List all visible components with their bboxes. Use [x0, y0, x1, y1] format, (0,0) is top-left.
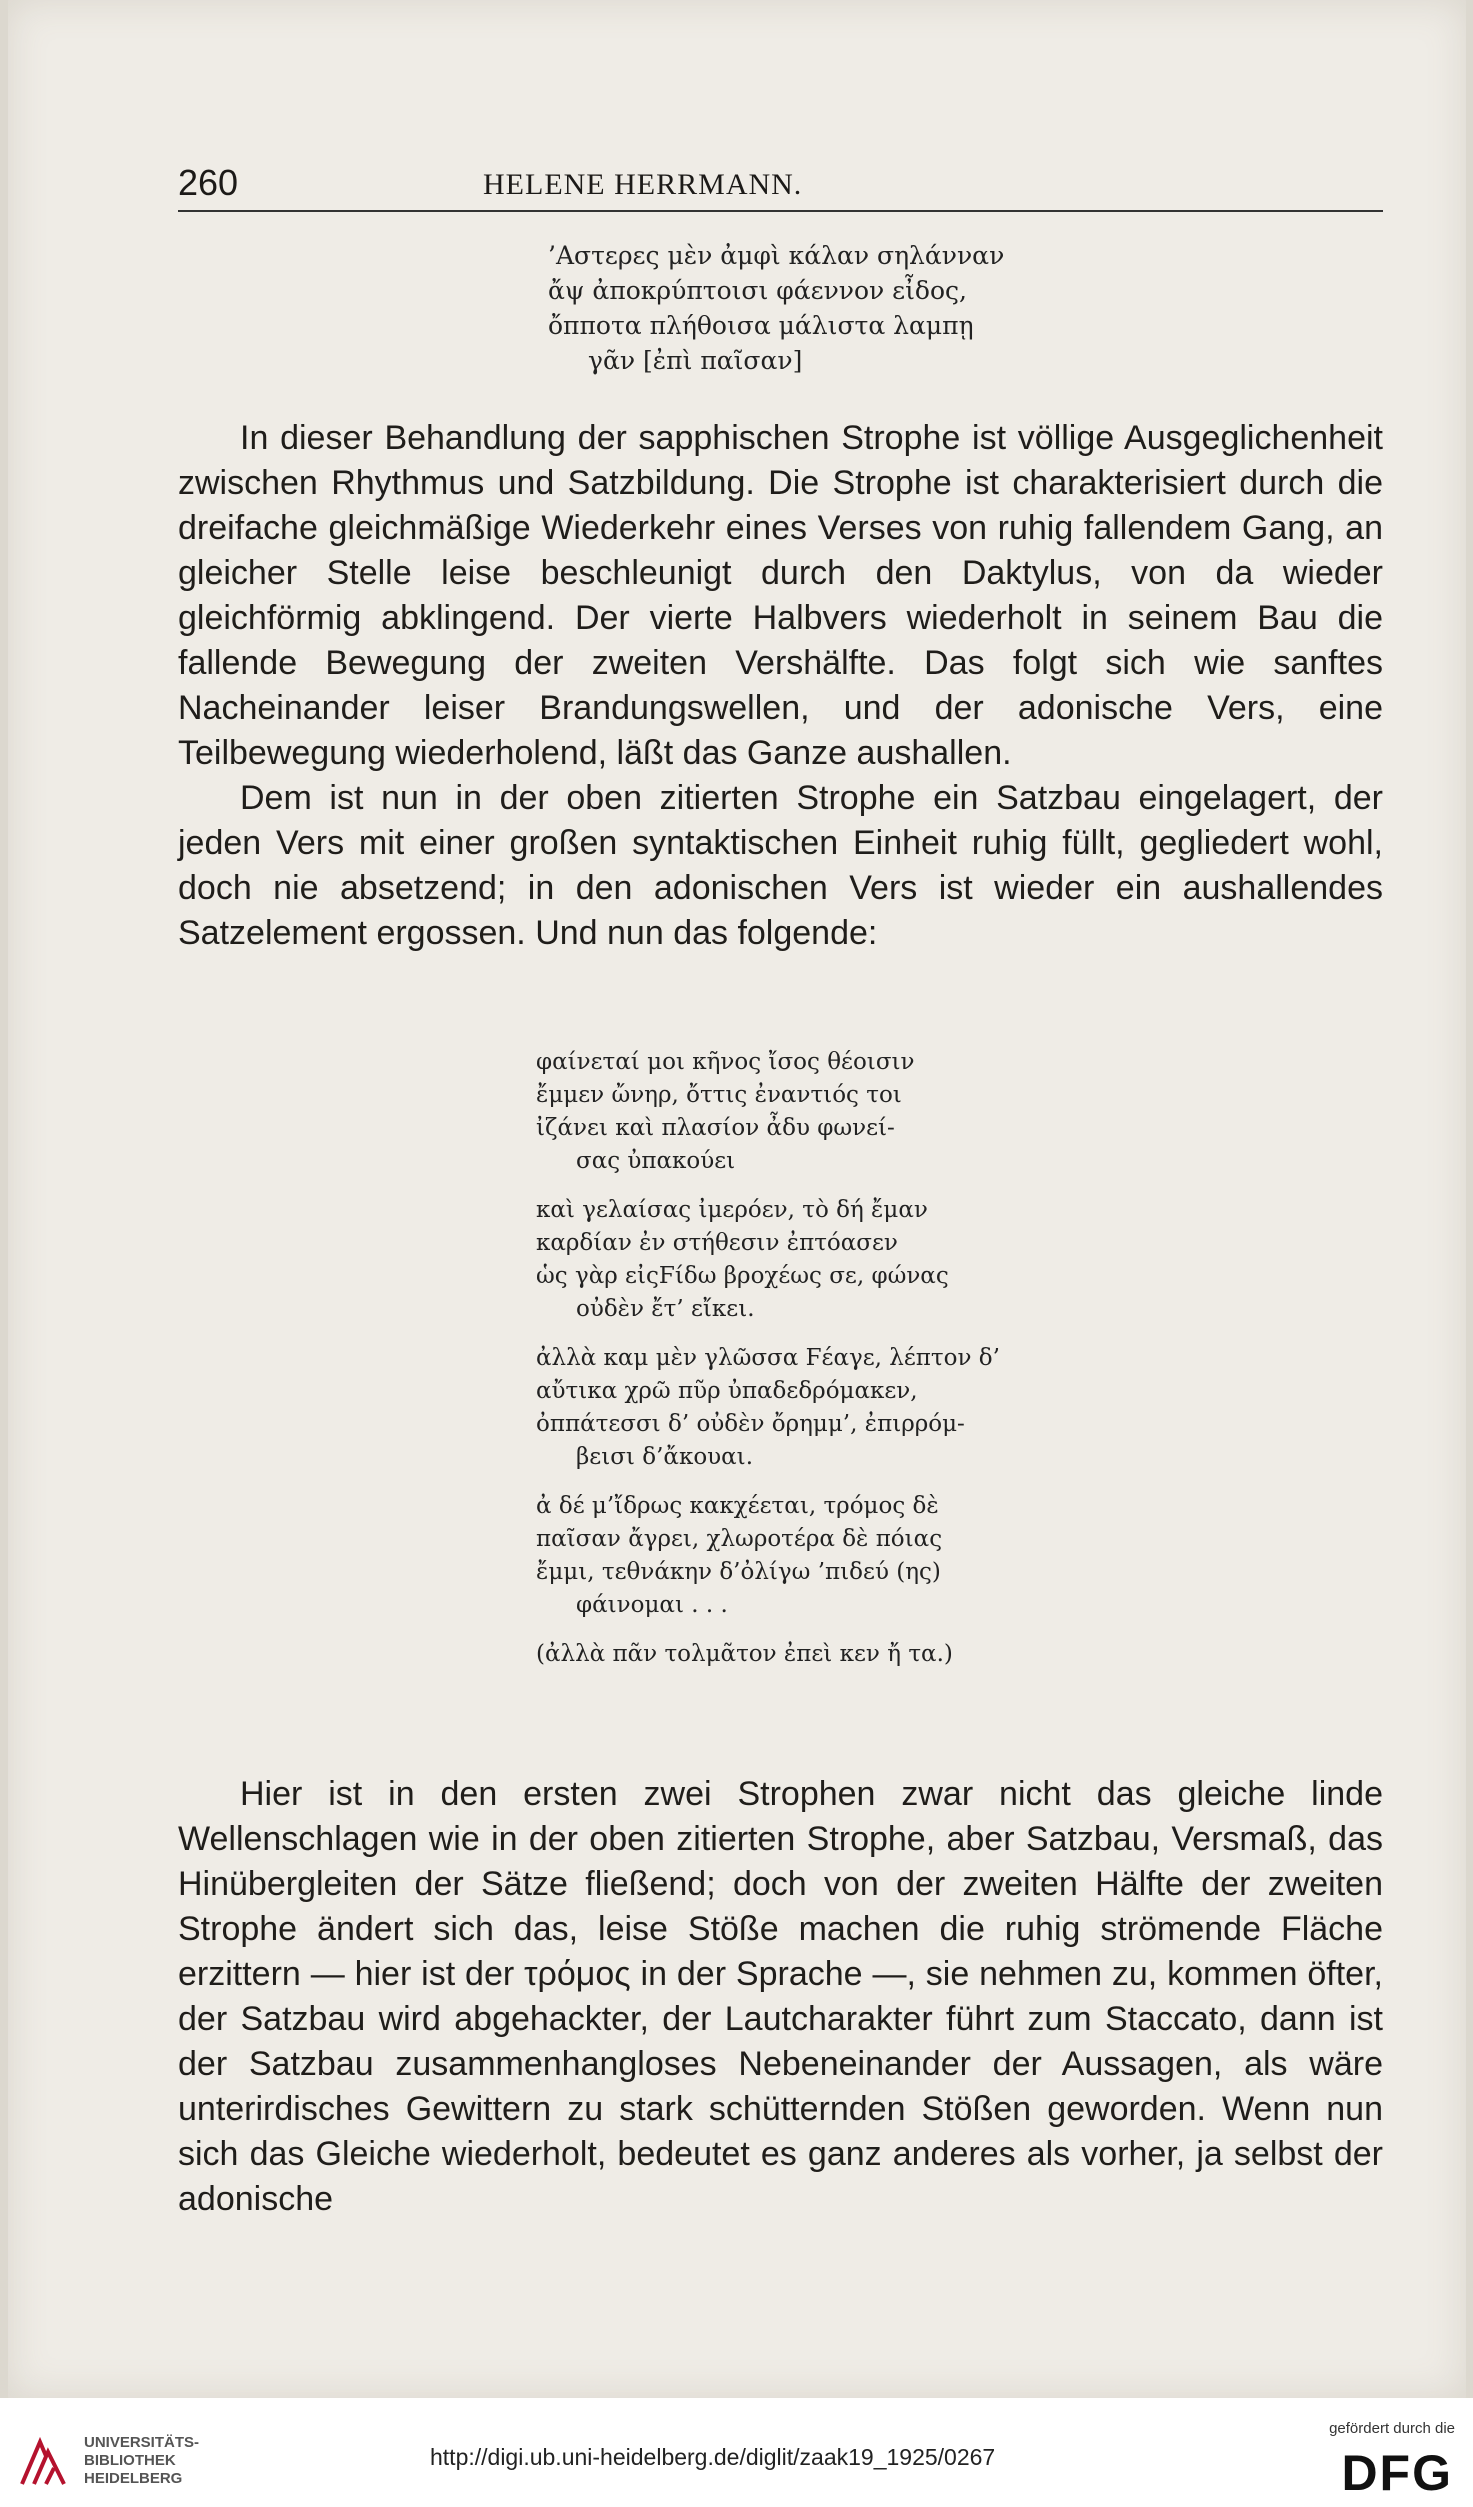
greek-line: ὄπποτα πλήθοισα μάλιστα λαμπῃ [548, 311, 974, 340]
greek-line: (ἀλλὰ πᾶν τολμᾶτον ἐπεὶ κεν ἤ τα.) [536, 1641, 953, 1667]
greek-line: καὶ γελαίσας ἰμερόεν, τὸ δή ἔμαν [536, 1197, 928, 1223]
university-name [84, 2434, 199, 2488]
university-logo-icon [16, 2434, 72, 2490]
body-text-1 [178, 416, 1383, 956]
body-text-2 [178, 1772, 1383, 2222]
greek-line: ὀππάτεσσι δ’ οὐδὲν ὄρημμ’, ἐπιρρόμ- [536, 1411, 965, 1437]
greek-line: παῖσαν ἄγρει, χλωροτέρα δὲ πόιας [536, 1526, 943, 1552]
greek-quotation-2 [536, 1046, 1000, 1687]
greek-line: ἀ δέ μ’ἴδρως κακχέεται, τρόμος δὲ [536, 1493, 939, 1519]
greek-stanza [536, 1490, 1000, 1622]
greek-stanza [536, 1342, 1000, 1474]
greek-line: ἔμμι, τεθνάκην δ’ὀλίγω ’πιδεύ (ης) [536, 1559, 941, 1585]
greek-line: αὔτικα χρῶ πῦρ ὐπαδεδρόμακεν, [536, 1378, 918, 1404]
university-name-line: HEIDELBERG [84, 2470, 183, 2487]
greek-line: ὡς γὰρ εἰςϜίδω βροχέως σε, φώνας [536, 1263, 949, 1289]
dfg-logo: DFG [1341, 2445, 1453, 2501]
university-name-line: UNIVERSITÄTS- [84, 2434, 200, 2451]
paragraph: Hier ist in den ersten zwei Strophen zwar nicht das gleiche linde Wellenschlagen wie in der oben zitierten Strophe, aber Satzbau, Versmaß, das Hinübergleiten der Sätze fließend; doch von der zweiten Hälfte der zweiten Strophe ändert sich das, leise Stöße machen die ruhig strömende Fläche erzittern — hier ist der τρόμος in der Sprache —, sie nehmen zu, kommen öfter, der Satzbau wird abgehackter, der Lautcharakter führt zum Staccato, dann ist der Satzbau zusammenhangloses Nebeneinander der Aussagen, als wäre unterirdisches Gewittern zu stark schütternden Stößen geworden. Wenn nun sich das Gleiche wiederholt, bedeutet es ganz anderes als vorher, ja selbst der adonische [178, 1775, 1383, 2218]
greek-line: φαίνεταί μοι κῆνος ἴσος θέοισιν [536, 1049, 915, 1075]
scanned-page [8, 0, 1466, 2398]
paragraph: Dem ist nun in der oben zitierten Strophe ein Satzbau eingelagert, der jeden Vers mit einer großen syntaktischen Einheit ruhig füllt, gegliedert wohl, doch nie absetzend; in den adonischen Vers ist wieder ein aushallendes Satzelement ergossen. Und nun das folgende: [178, 779, 1383, 952]
greek-line: ἄψ ἀποκρύπτοισι φάεννον εἶδος, [548, 276, 967, 305]
greek-stanza [536, 1046, 1000, 1178]
greek-line: ἀλλὰ καμ μὲν γλῶσσα Ϝέαγε, λέπτον δ’ [536, 1345, 1000, 1371]
paragraph: In dieser Behandlung der sapphischen Strophe ist völlige Ausgeglichenheit zwischen Rhythmus und Satzbildung. Die Strophe ist charakterisiert durch die dreifache gleichmäßige Wiederkehr eines Verses von ruhig fallendem Gang, an gleicher Stelle leise beschleunigt durch den Daktylus, von da wieder gleichförmig abklingend. Der vierte Halbvers wiederholt in seinem Bau die fallende Bewegung der zweiten Vershälfte. Das folgt sich wie sanftes Nacheinander leiser Brandungswellen, und der adonische Vers, eine Teilbewegung wiederholend, läßt das Ganze aushallen. [178, 419, 1383, 772]
greek-line: ’Αστερες μὲν ἀμφὶ κάλαν σηλάνναν [548, 241, 1005, 270]
greek-line: οὐδὲν ἔτ’ εἴκει. [576, 1296, 755, 1322]
greek-line: γᾶν [ἐπὶ παῖσαν] [588, 346, 803, 375]
greek-stanza [536, 1194, 1000, 1326]
greek-quotation-1 [548, 238, 1004, 378]
page-header [178, 158, 1383, 212]
greek-stanza [536, 1638, 1000, 1671]
university-name-line: BIBLIOTHEK [84, 2452, 176, 2469]
greek-line: καρδίαν ἐν στήθεσιν ἐπτόασεν [536, 1230, 898, 1256]
funder-caption: gefördert durch die [1329, 2420, 1455, 2437]
running-head: HELENE HERRMANN. [483, 168, 803, 201]
greek-line: σας ὐπακούει [576, 1148, 736, 1174]
greek-line: φάινομαι . . . [576, 1592, 728, 1618]
viewer-footer [0, 2398, 1473, 2507]
greek-line: ἔμμεν ὤνηρ, ὄττις ἐναντιός τοι [536, 1082, 902, 1108]
greek-line: βεισι δ’ἄκουαι. [576, 1444, 754, 1470]
page-number: 260 [178, 162, 239, 203]
greek-line: ἰζάνει καὶ πλασίον ἆδυ φωνεί- [536, 1115, 895, 1141]
permalink-url[interactable]: http://digi.ub.uni-heidelberg.de/diglit/zaak19_1925/0267 [430, 2444, 996, 2470]
